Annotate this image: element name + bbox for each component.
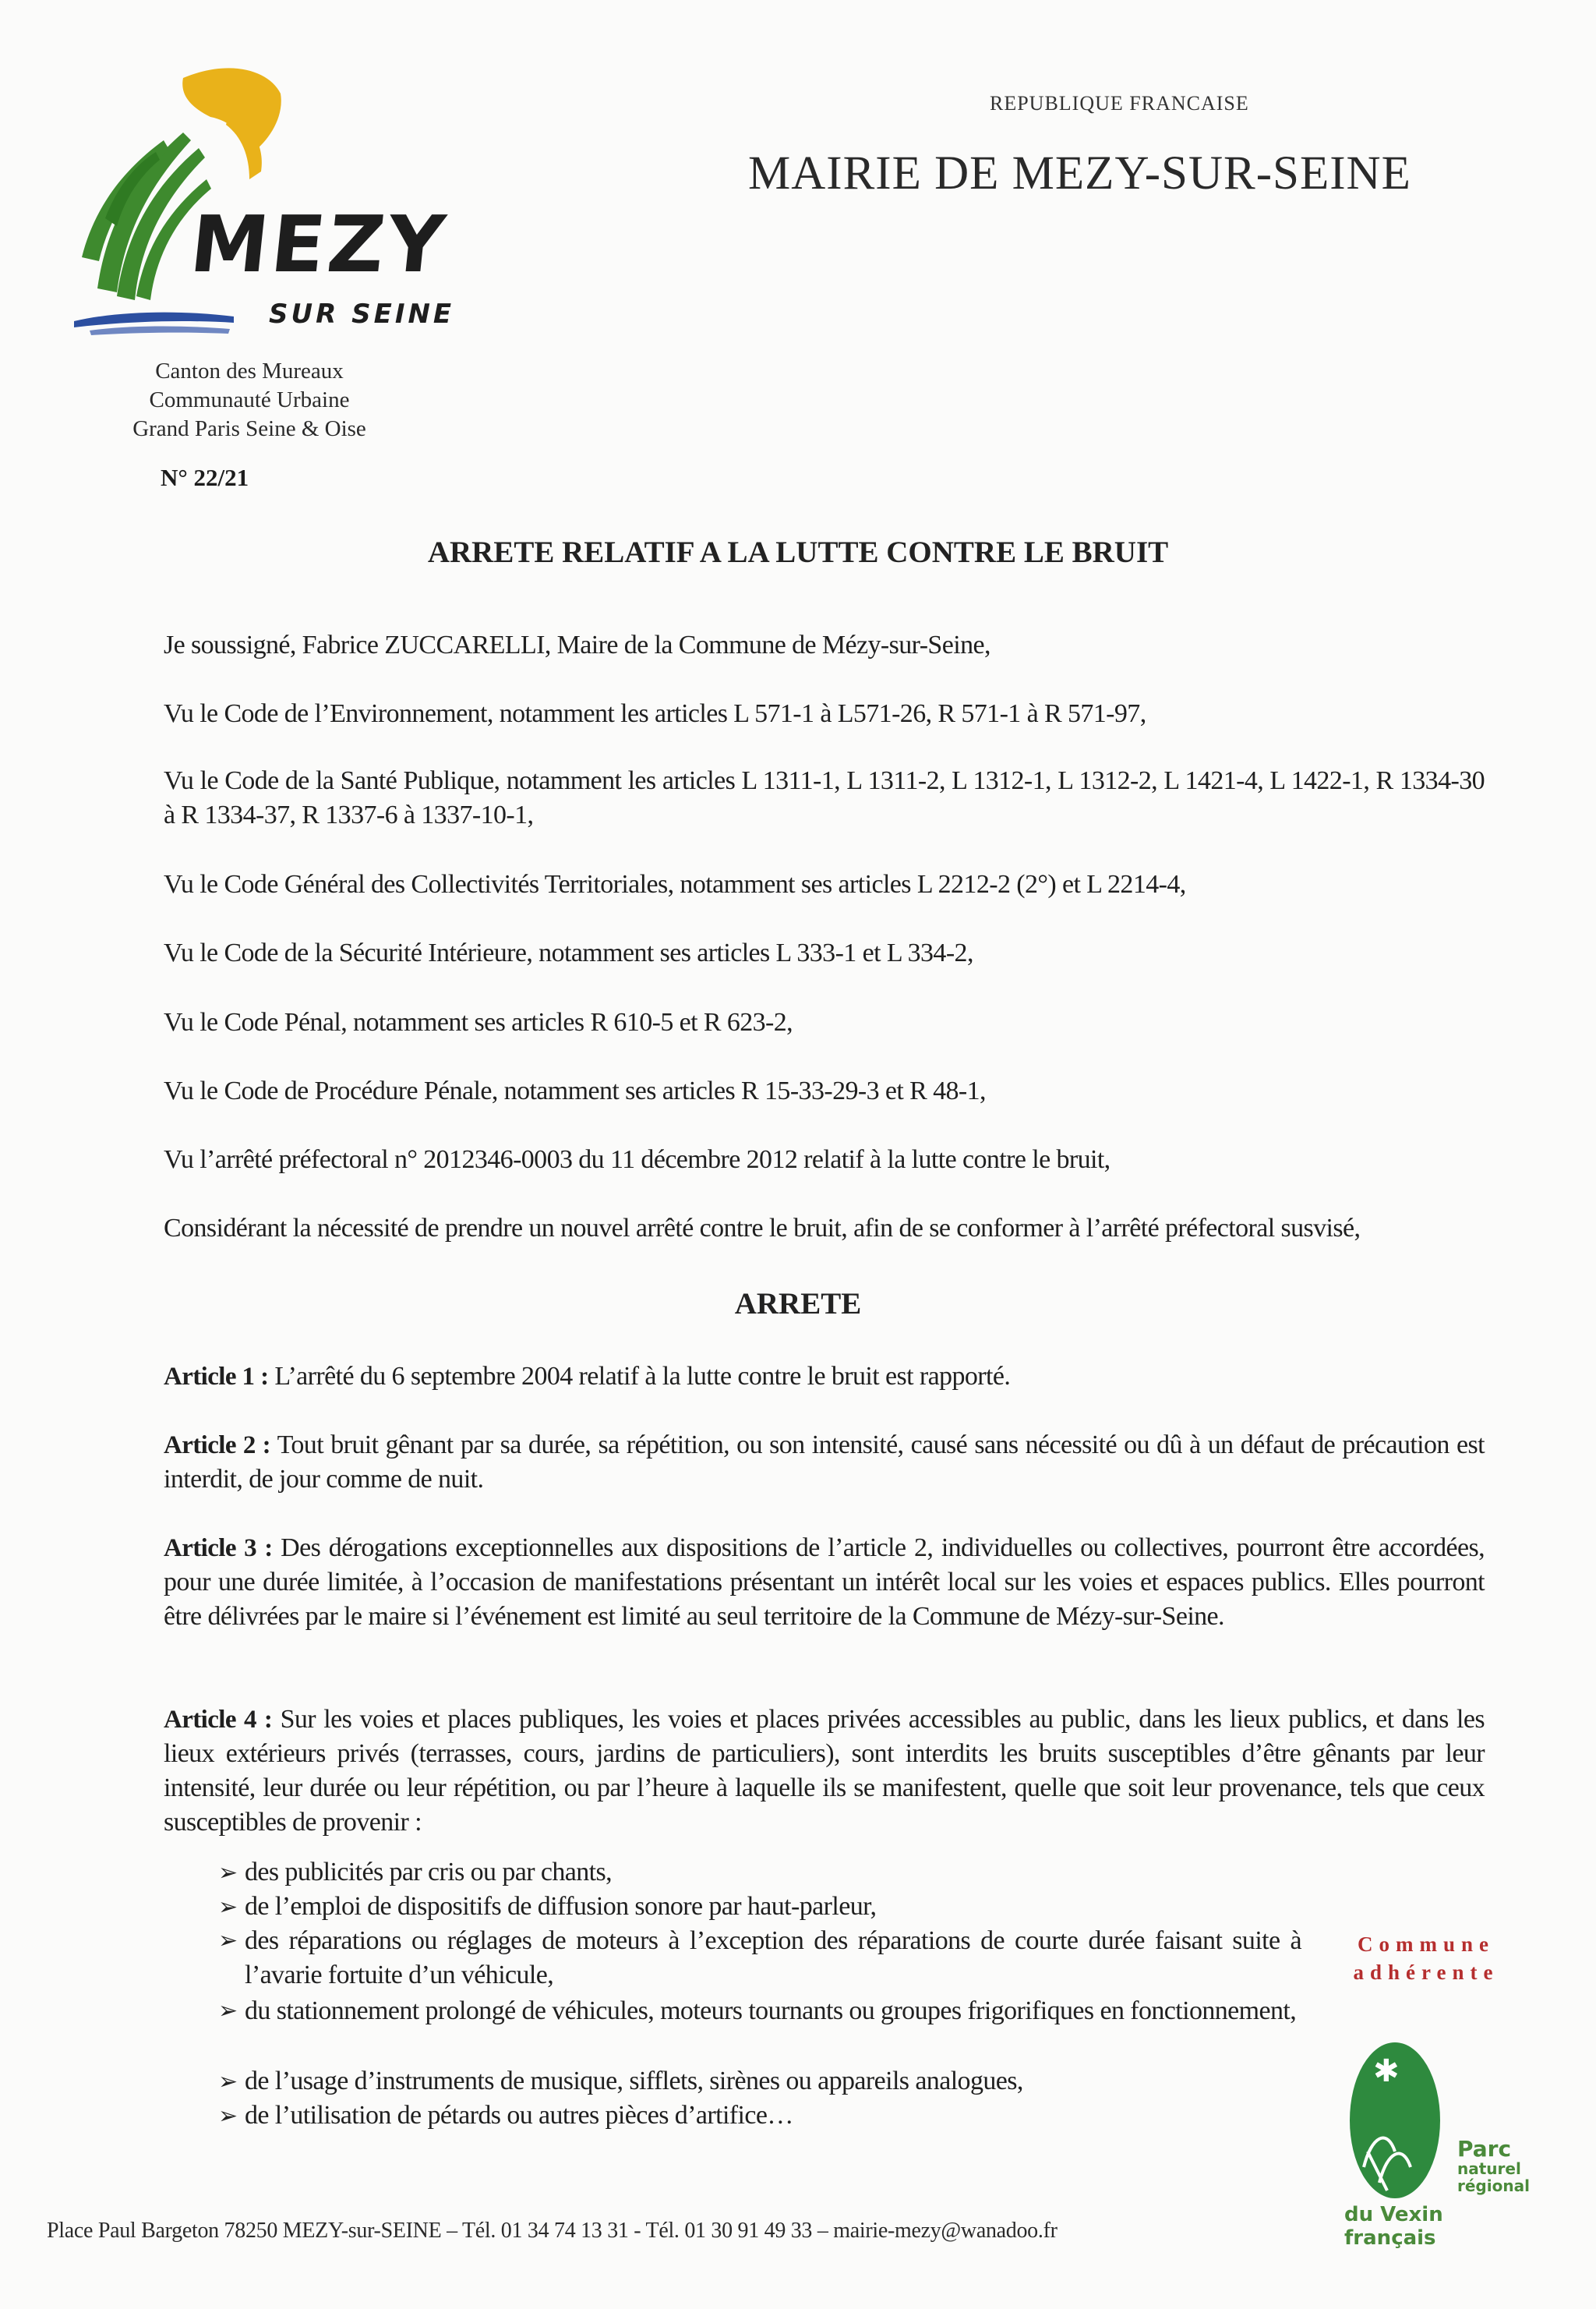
document-title: ARRETE RELATIF A LA LUTTE CONTRE LE BRUIT — [427, 536, 1169, 569]
commune-adherente-label — [1340, 1930, 1512, 1986]
canton-line: Canton des Mureaux — [155, 359, 344, 384]
article-label: Article 3 : — [164, 1534, 273, 1562]
arrow-bullet-icon: ➢ — [218, 1860, 238, 1886]
article-text: Des dérogations exceptionnelles aux dispositions de l’article 2, individuelles ou collectives, pourront être accordées, pour une durée limitée, à l’occasion de manifestations présentant un intérêt local sur les voies et espaces publics. Elles pourront être délivrées par le maire si l’événement est limité au seul territoire de la Commune de Mézy-sur-Seine. — [164, 1533, 1485, 1631]
mairie-heading: MAIRIE DE MEZY-SUR-SEINE — [748, 147, 1411, 200]
list-item — [218, 2099, 793, 2134]
list-item — [218, 1994, 1301, 2028]
list-item — [218, 1855, 612, 1890]
arrow-bullet-icon: ➢ — [218, 2069, 238, 2095]
arrow-bullet-icon: ➢ — [218, 2103, 238, 2129]
arrow-bullet-icon: ➢ — [218, 1894, 238, 1920]
canton-block — [94, 357, 405, 444]
republique-heading: REPUBLIQUE FRANCAISE — [990, 92, 1249, 115]
preamble-paragraph: Vu le Code Général des Collectivités Territoriales, notamment ses articles L 2212-2 (2°) et L 2214-4, — [164, 870, 1186, 899]
parc-line: régional — [1457, 2176, 1530, 2195]
list-item-text: de l’emploi de dispositifs de diffusion sonore par haut-parleur, — [245, 1892, 877, 1921]
article-text: Tout bruit gênant par sa durée, sa répétition, ou son intensité, causé sans nécessité ou dû à un défaut de précaution est interdit, de jour comme de nuit. — [164, 1430, 1485, 1494]
parc-vexin-logo — [1340, 2035, 1530, 2250]
preamble-paragraph: Considérant la nécessité de prendre un nouvel arrêté contre le bruit, afin de se conformer à l’arrêté préfectoral susvisé, — [164, 1214, 1361, 1243]
article-label: Article 1 : — [164, 1363, 269, 1391]
article-3 — [164, 1531, 1485, 1634]
list-item-text: du stationnement prolongé de véhicules, moteurs tournants ou groupes frigorifiques en fonctionnement, — [245, 1996, 1297, 2025]
parc-line: du Vexin français — [1344, 2203, 1443, 2250]
preamble-paragraph: Vu le Code de la Sécurité Intérieure, notamment ses articles L 333-1 et L 334-2, — [164, 939, 973, 967]
list-item-text: de l’usage d’instruments de musique, sifflets, sirènes ou appareils analogues, — [245, 2067, 1023, 2095]
list-item — [218, 1890, 876, 1925]
article-text: Sur les voies et places publiques, les voies et places privées accessibles au public, dans les lieux publics, et dans les lieux extérieurs privés (terrasses, cours, jardins de particuliers), sont interdits les bruits susceptibles d’être gênants par leur intensité, leur durée ou leur répétition, ou par l’heure à laquelle ils se manifestent, quelle que soit leur provenance, tels que ceux susceptibles de provenir : — [164, 1705, 1485, 1837]
svg-text:✱: ✱ — [1373, 2053, 1400, 2089]
article-label: Article 2 : — [164, 1431, 271, 1459]
arrete-heading: ARRETE — [734, 1287, 862, 1321]
canton-line: Grand Paris Seine & Oise — [132, 416, 366, 441]
list-item-text: des publicités par cris ou par chants, — [245, 1858, 612, 1886]
arrow-bullet-icon: ➢ — [218, 1928, 238, 1954]
article-1 — [164, 1360, 1485, 1394]
preamble-paragraph: Je soussigné, Fabrice ZUCCARELLI, Maire de la Commune de Mézy-sur-Seine, — [164, 631, 990, 659]
canton-line: Communauté Urbaine — [149, 387, 350, 412]
list-item-text: des réparations ou réglages de moteurs à l’exception des réparations de courte durée faisant suite à l’avarie fortuite d’un véhicule, — [245, 1926, 1301, 1989]
preamble-paragraph: Vu le Code de l’Environnement, notamment les articles L 571-1 à L571-26, R 571-1 à R 571-97, — [164, 699, 1146, 728]
preamble-paragraph: Vu l’arrêté préfectoral n° 2012346-0003 du 11 décembre 2012 relatif à la lutte contre le bruit, — [164, 1145, 1110, 1174]
article-2 — [164, 1428, 1485, 1497]
parc-line: Parc — [1457, 2136, 1512, 2162]
list-item — [218, 1924, 1301, 1993]
article-text: L’arrêté du 6 septembre 2004 relatif à la lutte contre le bruit est rapporté. — [268, 1362, 1011, 1391]
commune-label-line: Commune — [1358, 1932, 1495, 1956]
preamble-paragraph: Vu le Code Pénal, notamment ses articles R 610-5 et R 623-2, — [164, 1008, 793, 1037]
parc-line: naturel — [1457, 2159, 1521, 2178]
list-item-text: de l’utilisation de pétards ou autres pièces d’artifice… — [245, 2101, 793, 2130]
arrow-bullet-icon: ➢ — [218, 1998, 238, 2024]
footer-address: Place Paul Bargeton 78250 MEZY-sur-SEINE – Tél. 01 34 74 13 31 - Tél. 01 30 91 49 33 – mairie-mezy@wanadoo.fr — [47, 2219, 1058, 2243]
logo-subtitle: SUR SEINE — [269, 299, 455, 330]
commune-label-line: adhérente — [1353, 1961, 1499, 1984]
logo-name: MEZY — [185, 199, 452, 290]
list-item — [218, 2064, 1023, 2099]
preamble-paragraph: Vu le Code de la Santé Publique, notamment les articles L 1311-1, L 1311-2, L 1312-1, L 1312-2, L 1421-4, L 1422-1, R 1334-30 à R 1334-37, R 1337-6 à 1337-10-1, — [164, 766, 1485, 829]
article-4 — [164, 1703, 1485, 1840]
article-label: Article 4 : — [164, 1706, 273, 1734]
preamble-paragraph: Vu le Code de Procédure Pénale, notamment ses articles R 15-33-29-3 et R 48-1, — [164, 1077, 986, 1105]
document-number: N° 22/21 — [161, 464, 249, 491]
